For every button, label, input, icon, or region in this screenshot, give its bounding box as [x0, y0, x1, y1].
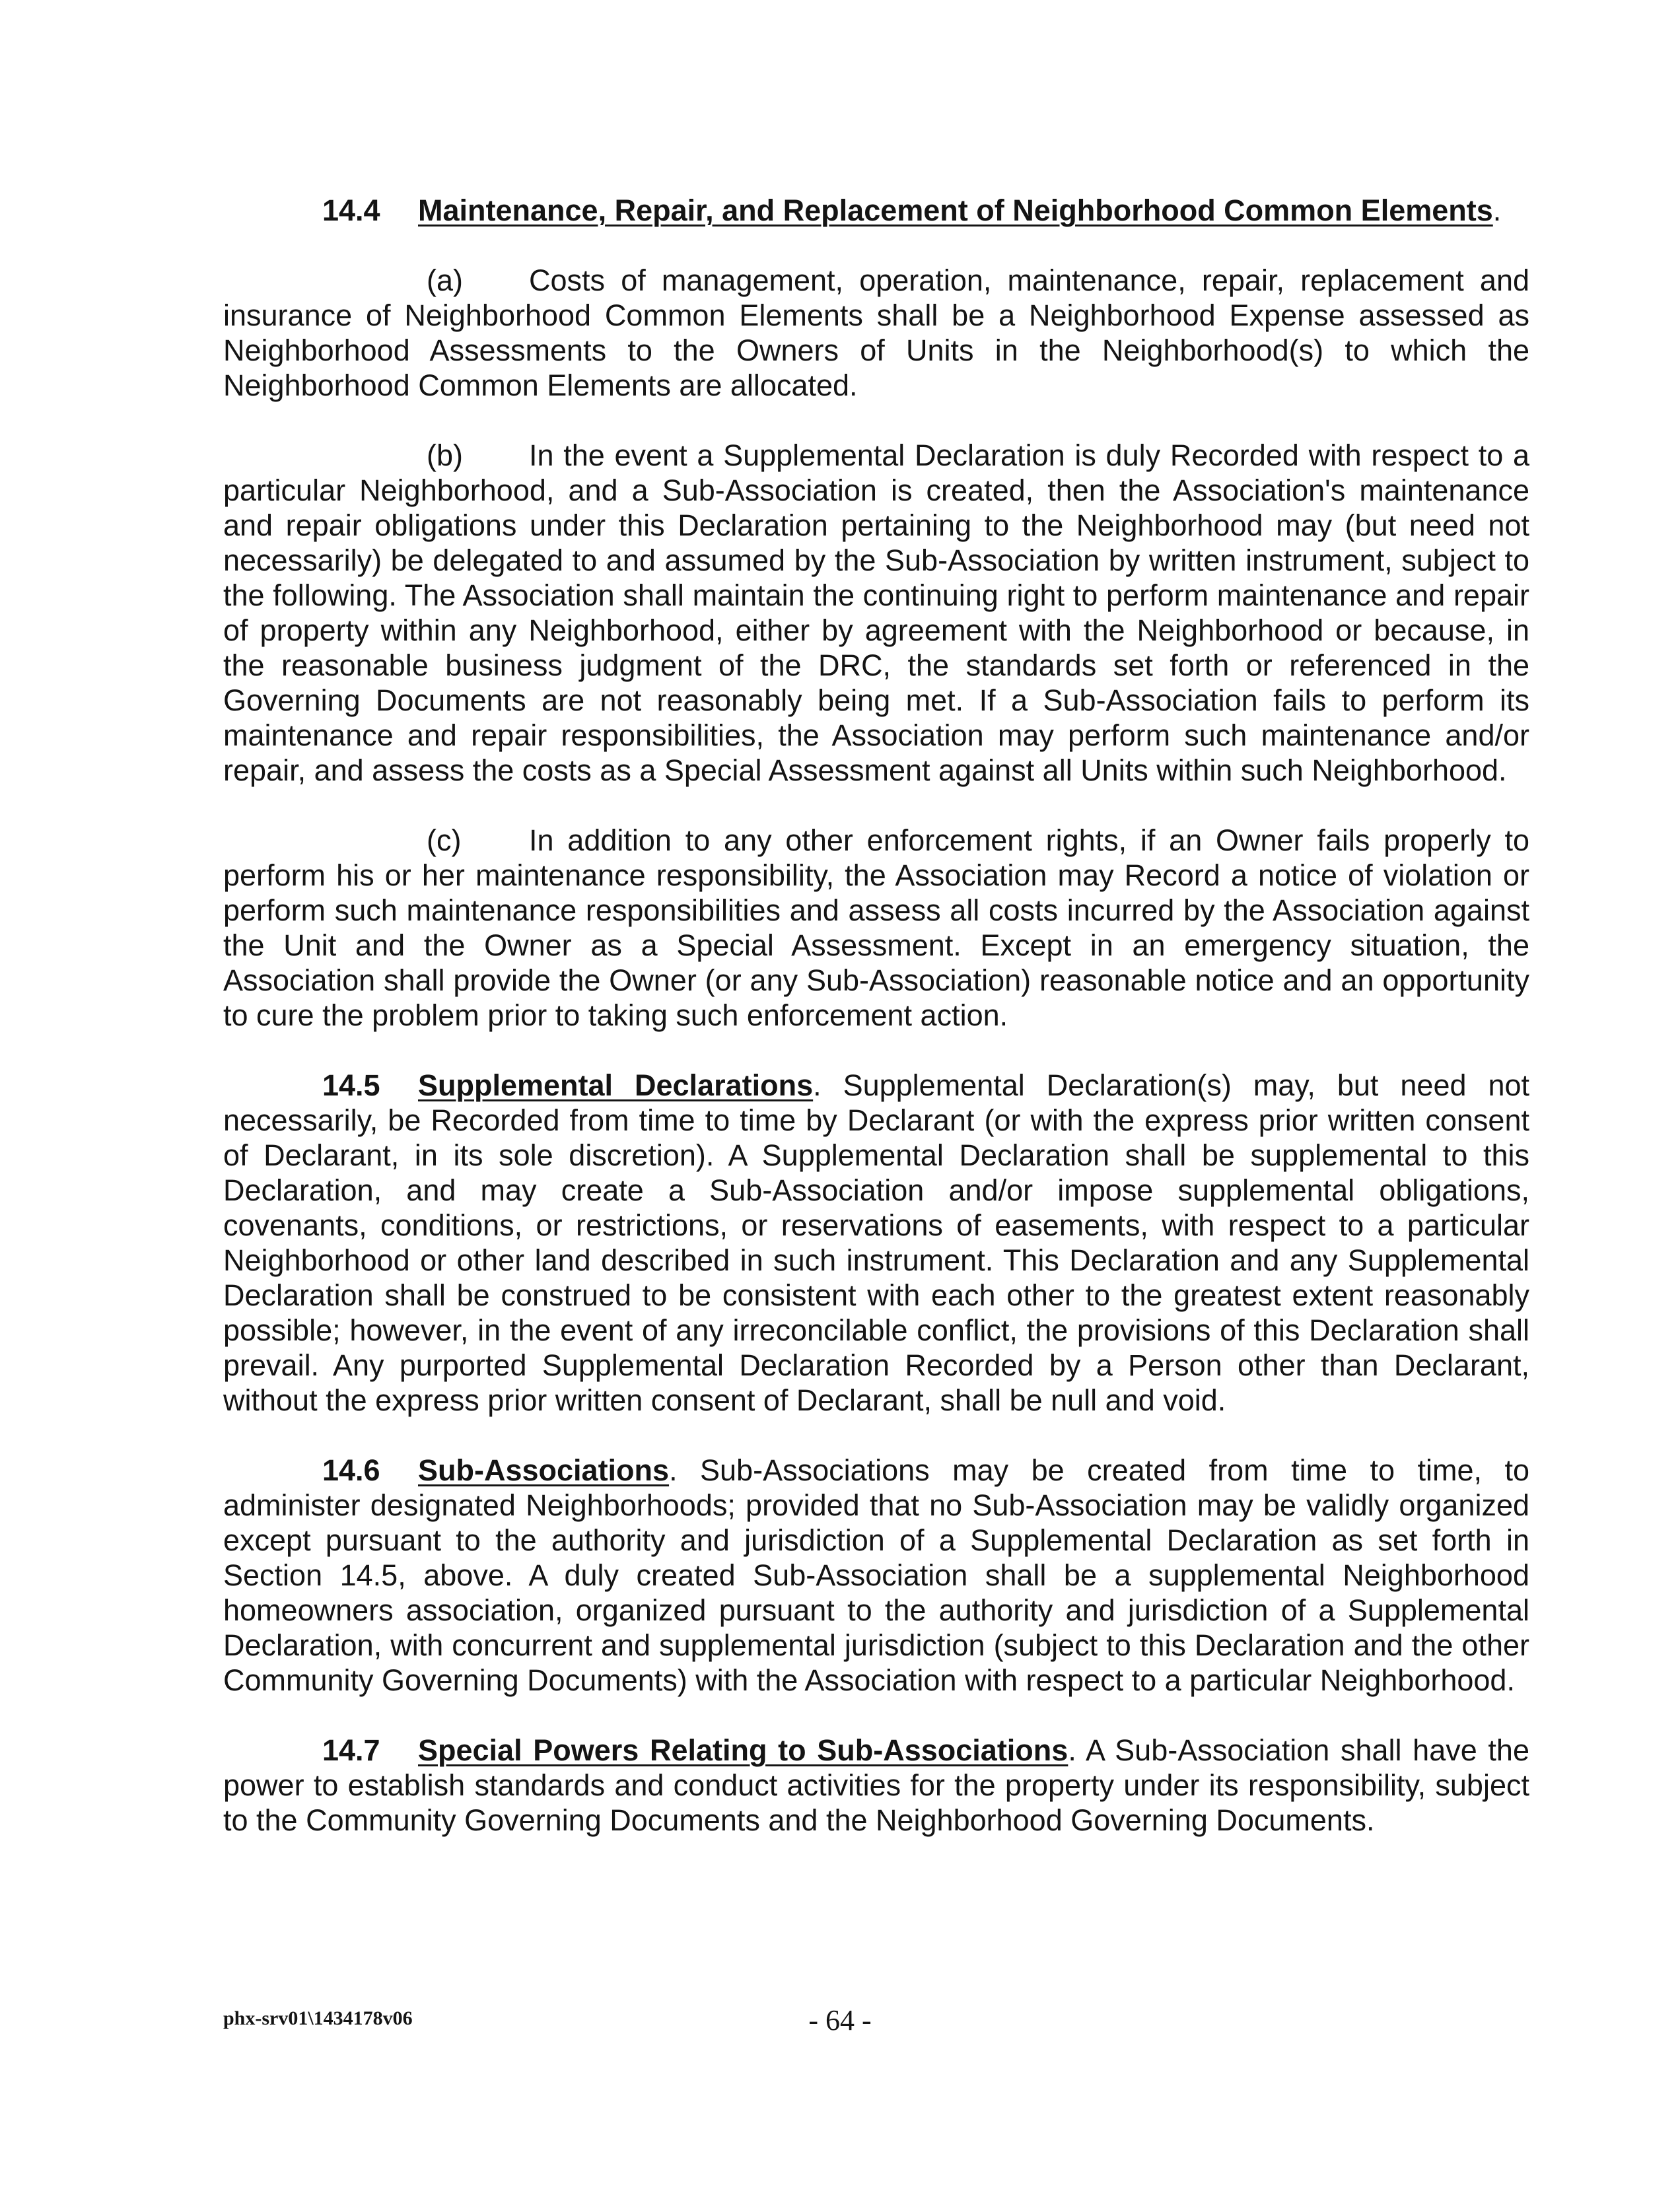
subsection-14-4-b: [223, 438, 1529, 788]
subsection-text: In the event a Supplemental Declaration is duly Recorded with respect to a particular Neighborhood, and a Sub-Association is created, then the Association's maintenance and repair obligations under this Declaration pertaining to the Neighborhood may (but need not necessarily) be delegated to and assumed by the Sub-Association by written instrument, subject to the following. The Association shall maintain the continuing right to perform maintenance and repair of property within any Neighborhood, either by agreement with the Neighborhood or because, in the reasonable business judgment of the DRC, the standards set forth or referenced in the Governing Documents are not reasonably being met. If a Sub-Association fails to perform its maintenance and repair responsibilities, the Association may perform such maintenance and/or repair, and assess the costs as a Special Assessment against all Units within such Neighborhood.: [223, 438, 1529, 787]
section-14-7: [223, 1733, 1529, 1838]
document-body: [223, 193, 1529, 1873]
section-number: 14.5: [322, 1068, 380, 1102]
subsection-text: Costs of management, operation, maintenance, repair, replacement and insurance of Neighborhood Common Elements shall be a Neighborhood Expense assessed as Neighborhood Assessments to the Owners of Units in the Neighborhood(s) to which the Neighborhood Common Elements are allocated.: [223, 263, 1529, 402]
subsection-text: In addition to any other enforcement rights, if an Owner fails properly to perform his or her maintenance responsibility, the Association may Record a notice of violation or perform such maintenance responsibilities and assess all costs incurred by the Association against the Unit and the Owner as a Special Assessment. Except in an emergency situation, the Association shall provide the Owner (or any Sub-Association) reasonable notice and an opportunity to cure the problem prior to taking such enforcement action.: [223, 823, 1529, 1032]
footer-page-number: - 64 -: [808, 2004, 872, 2036]
subsection-14-4-a: [223, 263, 1529, 403]
section-title: Maintenance, Repair, and Replacement of Neighborhood Common Elements: [418, 193, 1493, 227]
section-14-4-heading: [223, 193, 1529, 228]
section-title: Supplemental Declarations: [418, 1068, 814, 1102]
subsection-label: (c): [427, 823, 462, 857]
footer-document-id: phx-srv01\1434178v06: [223, 2007, 413, 2029]
subsection-14-4-c: [223, 823, 1529, 1033]
section-title: Sub-Associations: [418, 1453, 670, 1487]
section-title: Special Powers Relating to Sub-Associations: [418, 1733, 1068, 1767]
section-number: 14.7: [322, 1733, 380, 1767]
section-number: 14.6: [322, 1453, 380, 1487]
subsection-label: (a): [427, 263, 463, 297]
section-14-5: [223, 1068, 1529, 1418]
section-text: . A Sub-Association shall have the power to establish standards and conduct activities for the property under its responsibility, subject to the Community Governing Documents and the Neighborhood Governing Documents.: [223, 1733, 1529, 1837]
section-14-6: [223, 1453, 1529, 1698]
section-text: . Supplemental Declaration(s) may, but need not necessarily, be Recorded from time to time by Declarant (or with the express prior written consent of Declarant, in its sole discretion). A Supplemental Declaration shall be supplemental to this Declaration, and may create a Sub-Association and/or impose supplemental obligations, covenants, conditions, or restrictions, or reservations of easements, with respect to a particular Neighborhood or other land described in such instrument. This Declaration and any Supplemental Declaration shall be construed to be consistent with each other to the greatest extent reasonably possible; however, in the event of any irreconcilable conflict, the provisions of this Declaration shall prevail. Any purported Supplemental Declaration Recorded by a Person other than Declarant, without the express prior written consent of Declarant, shall be null and void.: [223, 1068, 1529, 1417]
subsection-label: (b): [427, 438, 463, 472]
section-title-period: .: [1492, 193, 1502, 227]
section-text: . Sub-Associations may be created from time to time, to administer designated Neighborhoods; provided that no Sub-Association may be validly organized except pursuant to the authority and jurisdiction of a Supplemental Declaration as set forth in Section 14.5, above. A duly created Sub-Association shall be a supplemental Neighborhood homeowners association, organized pursuant to the authority and jurisdiction of a Supplemental Declaration, with concurrent and supplemental jurisdiction (subject to this Declaration and the other Community Governing Documents) with the Association with respect to a particular Neighborhood.: [223, 1453, 1529, 1697]
section-number: 14.4: [322, 193, 380, 227]
